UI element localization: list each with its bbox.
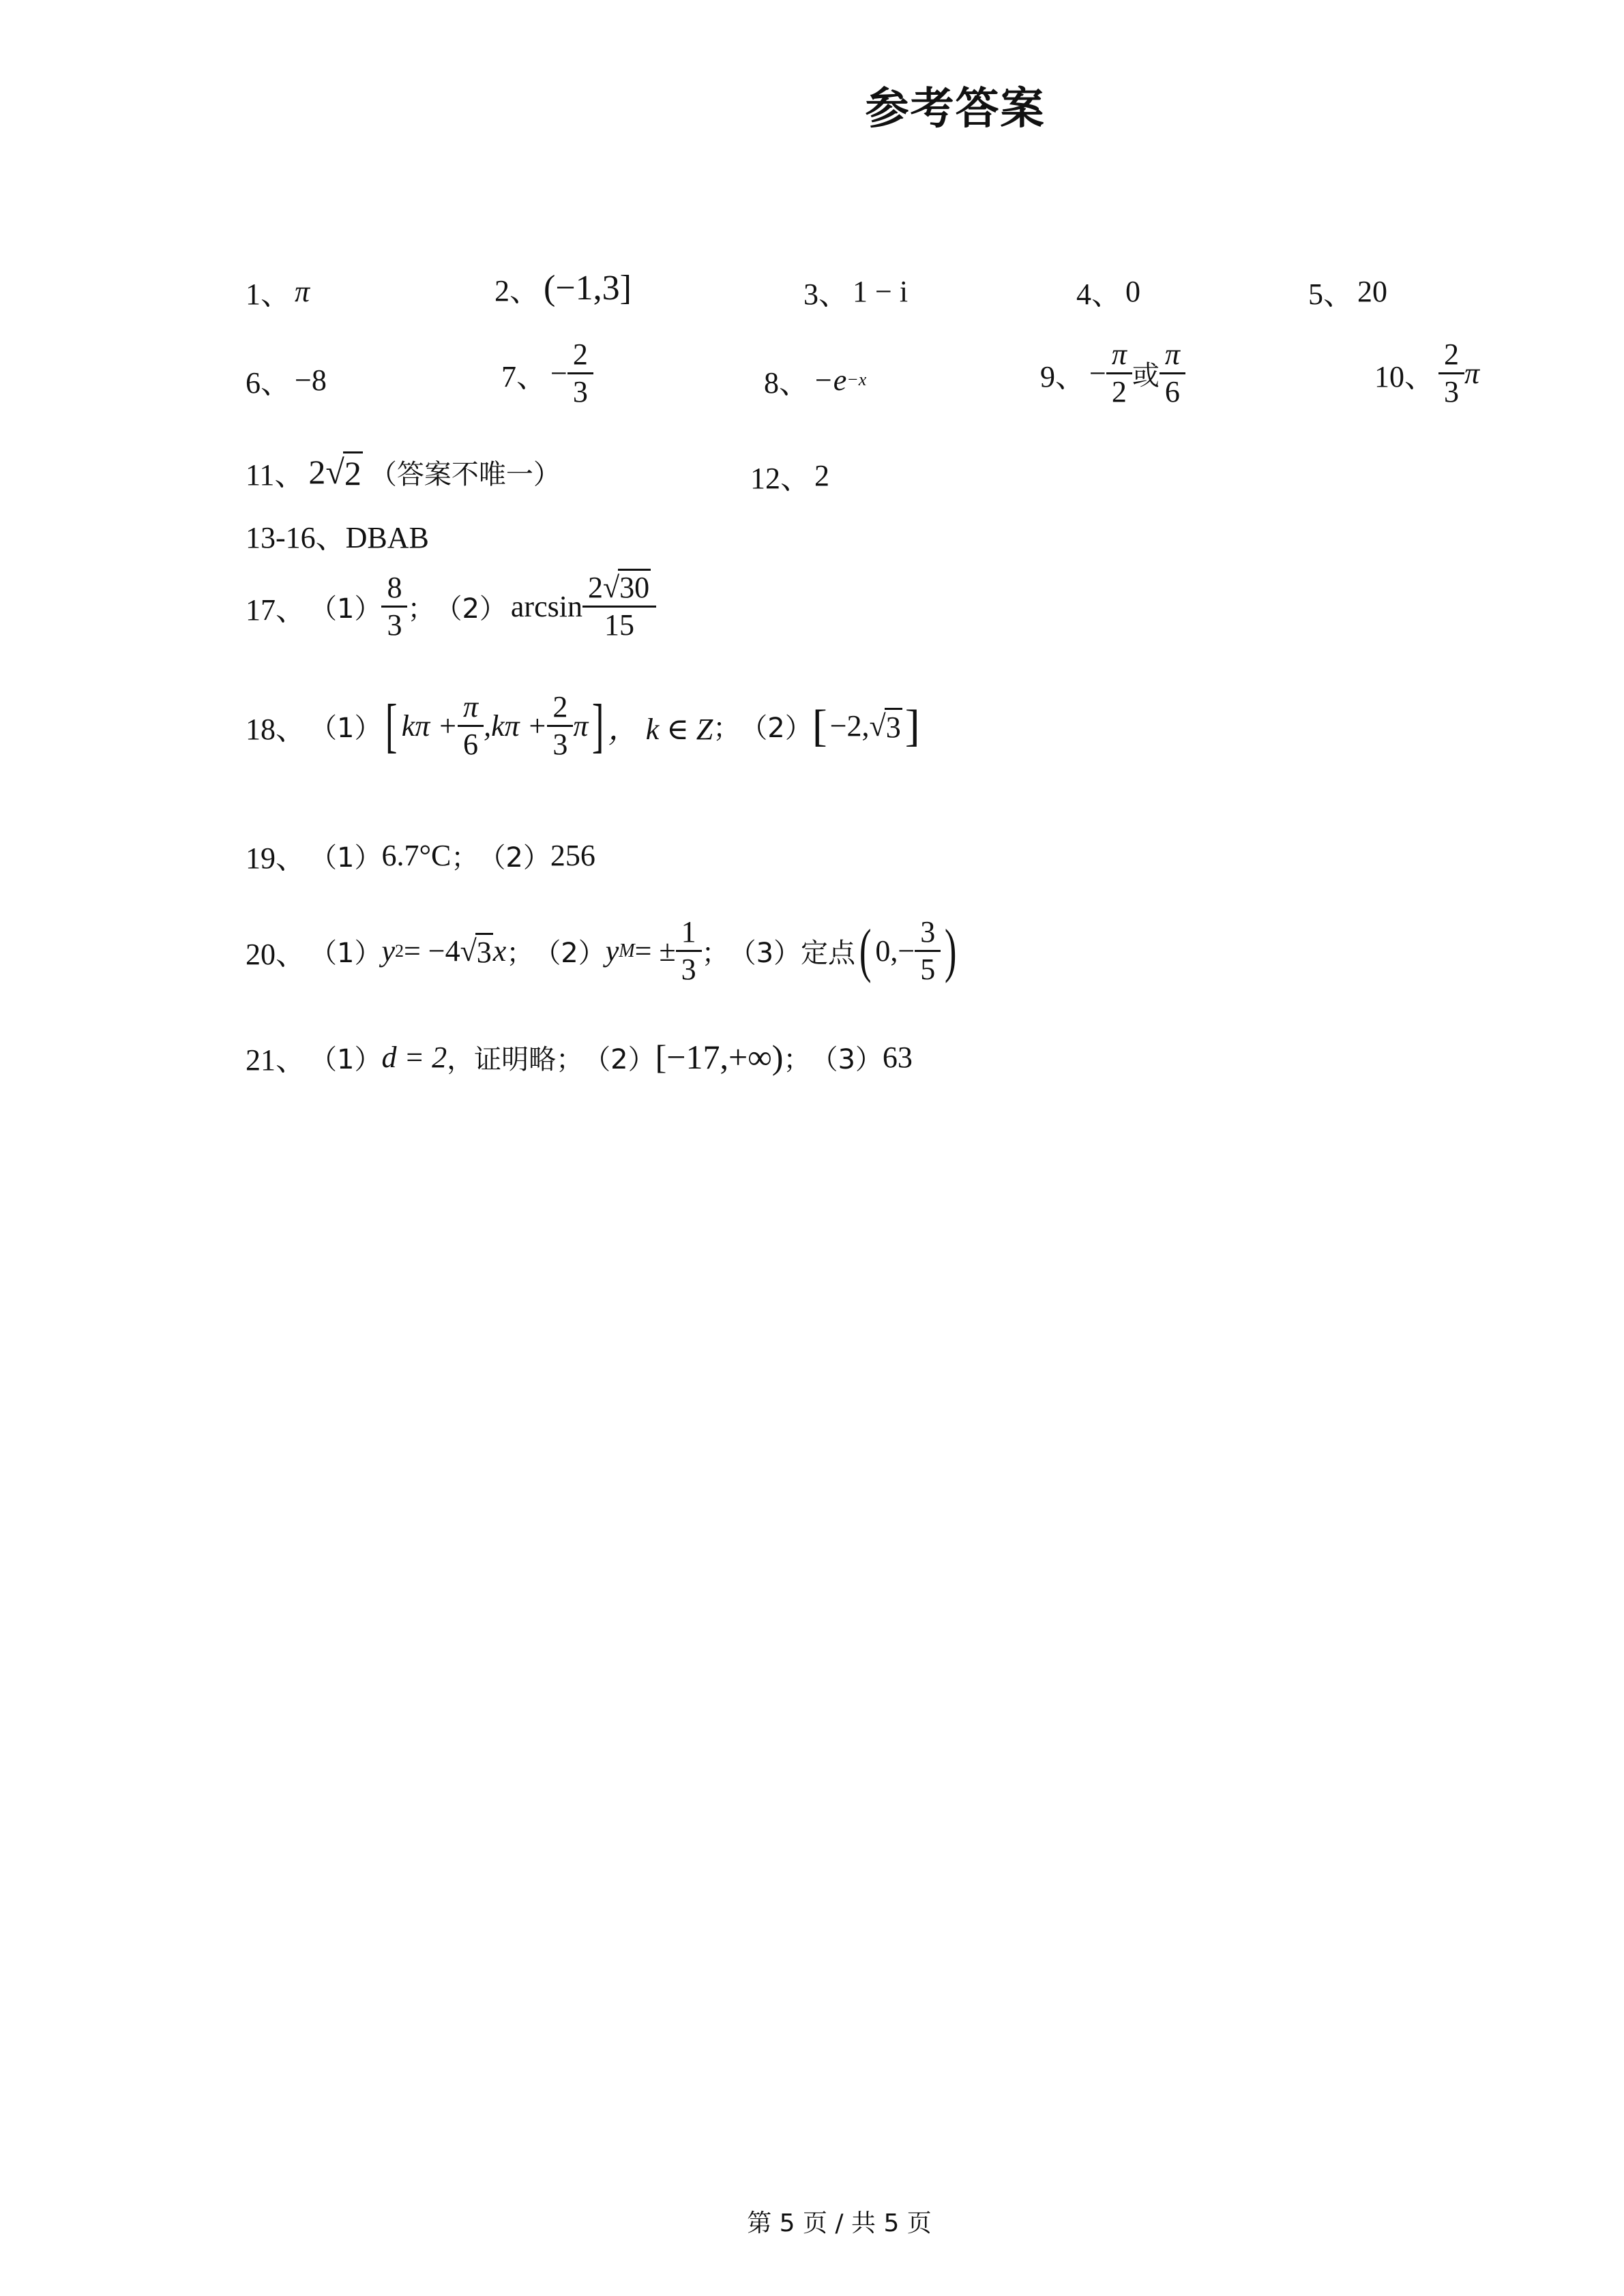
part-label: （2） xyxy=(533,938,606,969)
answer-5 xyxy=(1308,269,1387,313)
answer-number: 6、 xyxy=(246,366,291,400)
expr-part: = ± xyxy=(634,934,676,968)
answer-2 xyxy=(494,266,632,310)
right-bracket: ] xyxy=(592,692,604,759)
variable: y xyxy=(381,934,395,968)
sqrt-sign: √ xyxy=(460,934,477,968)
page-title: 参考答案 xyxy=(865,84,1046,134)
denominator: 2 xyxy=(1106,372,1132,407)
part-label: （1） xyxy=(310,938,382,969)
numerator: π xyxy=(463,690,479,724)
answer-8 xyxy=(764,358,866,402)
answer-value: 13-16、DBAB xyxy=(246,521,429,554)
fraction xyxy=(1441,340,1462,407)
part-label: （3） xyxy=(728,938,801,969)
right-bracket: ] xyxy=(904,700,920,751)
coefficient: 2 xyxy=(308,453,326,491)
part-label: （2） xyxy=(434,593,507,625)
fraction xyxy=(460,692,481,760)
part-label: （1） xyxy=(310,1043,382,1075)
separator: ； xyxy=(701,938,729,969)
numerator: π xyxy=(1164,338,1180,371)
part-label: （3） xyxy=(810,1043,883,1075)
variable: x xyxy=(492,934,507,968)
answer-value: 2 xyxy=(814,458,829,492)
answer-number: 7、 xyxy=(501,359,546,393)
answer-value: d = 2 xyxy=(381,1040,447,1074)
right-paren: ) xyxy=(945,917,957,984)
expr-part: = −4 xyxy=(403,934,460,968)
answer-value: −e xyxy=(813,363,847,397)
answer-6 xyxy=(246,358,327,402)
numerator: 2 xyxy=(552,690,568,724)
separator: ； xyxy=(407,593,435,625)
answer-value: 256 xyxy=(550,838,595,872)
expr-part: ,kπ + xyxy=(484,709,548,743)
denominator: 3 xyxy=(547,725,573,760)
part-label: （1） xyxy=(310,713,382,744)
separator: ； xyxy=(451,841,479,874)
exponent: 2 xyxy=(394,940,404,961)
answer-number: 5、 xyxy=(1308,278,1353,311)
separator: ； xyxy=(783,1043,811,1075)
fixed-point-label: 定点 xyxy=(801,938,856,969)
fraction xyxy=(917,917,938,985)
answer-value: 0 xyxy=(1125,274,1140,308)
denominator: 3 xyxy=(676,950,702,985)
answer-number: 12、 xyxy=(750,462,810,495)
numerator: 1 xyxy=(681,915,696,949)
left-bracket: [ xyxy=(385,692,398,759)
numerator xyxy=(585,573,653,606)
numerator: 2 xyxy=(572,338,588,371)
separator: ； xyxy=(506,938,534,969)
expr-part: kπ + xyxy=(401,709,458,743)
radicand: 2 xyxy=(343,451,363,493)
separator: ； xyxy=(713,713,741,744)
subscript: M xyxy=(619,940,635,961)
numerator: π xyxy=(1111,338,1127,371)
answer-1 xyxy=(246,269,310,313)
sqrt-sign: √ xyxy=(602,571,620,604)
answer-sign: − xyxy=(550,357,567,390)
note: ，证明略； xyxy=(447,1043,584,1075)
answer-value: 1 − i xyxy=(853,274,909,308)
answer-10 xyxy=(1374,340,1479,407)
fraction xyxy=(679,917,699,985)
answer-number: 2、 xyxy=(494,274,540,308)
denominator: 6 xyxy=(1160,372,1185,407)
answer-19 xyxy=(246,833,595,877)
sqrt-sign: √ xyxy=(325,453,344,491)
denominator: 5 xyxy=(915,950,941,985)
left-bracket: [ xyxy=(812,700,827,751)
part-label: （2） xyxy=(740,713,812,744)
answer-number: 21、 xyxy=(246,1043,306,1077)
numerator: 2 xyxy=(1444,338,1459,371)
fraction xyxy=(585,573,653,640)
part-label: （2） xyxy=(583,1043,655,1075)
radicand: 3 xyxy=(885,708,902,745)
answer-number: 1、 xyxy=(246,278,291,311)
fraction xyxy=(1109,340,1130,407)
answer-value: 20 xyxy=(1357,274,1387,308)
answer-value: 63 xyxy=(882,1040,913,1074)
answer-number: 8、 xyxy=(764,366,809,400)
exponent: −x xyxy=(846,370,867,389)
answer-number: 20、 xyxy=(246,937,306,971)
denominator: 6 xyxy=(458,725,484,760)
answer-number: 10、 xyxy=(1374,359,1434,393)
fraction xyxy=(384,573,404,640)
numerator: 3 xyxy=(920,915,936,949)
answer-value: (−1,3] xyxy=(544,268,632,308)
answer-number: 9、 xyxy=(1040,359,1085,393)
denominator: 3 xyxy=(567,372,593,407)
left-paren: ( xyxy=(859,917,872,984)
or-text: 或 xyxy=(1132,360,1160,391)
radicand: 30 xyxy=(618,569,651,604)
answer-value: −8 xyxy=(295,363,327,397)
answer-number: 3、 xyxy=(803,278,848,311)
page-footer: 第 5 页 / 共 5 页 xyxy=(747,2209,932,2237)
expr-part: 0,− xyxy=(875,934,915,968)
denominator: 3 xyxy=(1438,372,1464,407)
answer-17 xyxy=(246,573,656,640)
condition: ， k ∈ Z xyxy=(608,712,713,746)
part-label: （1） xyxy=(310,841,382,874)
answer-21 xyxy=(246,1035,913,1079)
answer-value: 6.7°C xyxy=(381,838,452,872)
answer-13-16 xyxy=(246,513,429,556)
fraction xyxy=(570,340,591,407)
radicand: 3 xyxy=(475,933,493,970)
answer-number: 17、 xyxy=(246,593,306,627)
answer-11 xyxy=(246,450,561,494)
coefficient: 2 xyxy=(587,571,603,604)
note: （答案不唯一） xyxy=(369,458,561,490)
fraction xyxy=(1162,340,1183,407)
answer-sign: − xyxy=(1089,357,1106,390)
answer-9 xyxy=(1040,340,1185,407)
expr-part: −2, xyxy=(829,709,870,743)
answer-value: [−17,+∞) xyxy=(655,1038,784,1076)
answer-number: 4、 xyxy=(1076,278,1121,311)
answer-value: π xyxy=(295,274,310,308)
answer-12 xyxy=(750,453,829,497)
pi-symbol: π xyxy=(573,709,589,743)
answer-number: 18、 xyxy=(246,712,306,746)
answer-number: 11、 xyxy=(246,458,305,492)
part-label: （2） xyxy=(478,841,550,874)
fraction xyxy=(550,692,570,760)
pi-symbol: π xyxy=(1464,357,1480,390)
variable: y xyxy=(605,934,619,968)
answer-20 xyxy=(246,917,961,985)
answer-7 xyxy=(501,340,593,407)
answer-3 xyxy=(803,269,908,313)
answer-number: 19、 xyxy=(246,841,306,875)
sqrt-sign: √ xyxy=(869,709,886,743)
part-label: （1） xyxy=(310,593,382,625)
answer-4 xyxy=(1076,269,1140,313)
function-name: arcsin xyxy=(510,590,582,623)
numerator: 8 xyxy=(387,571,402,604)
answer-18 xyxy=(246,692,920,760)
denominator: 3 xyxy=(381,606,407,640)
denominator: 15 xyxy=(582,606,656,640)
